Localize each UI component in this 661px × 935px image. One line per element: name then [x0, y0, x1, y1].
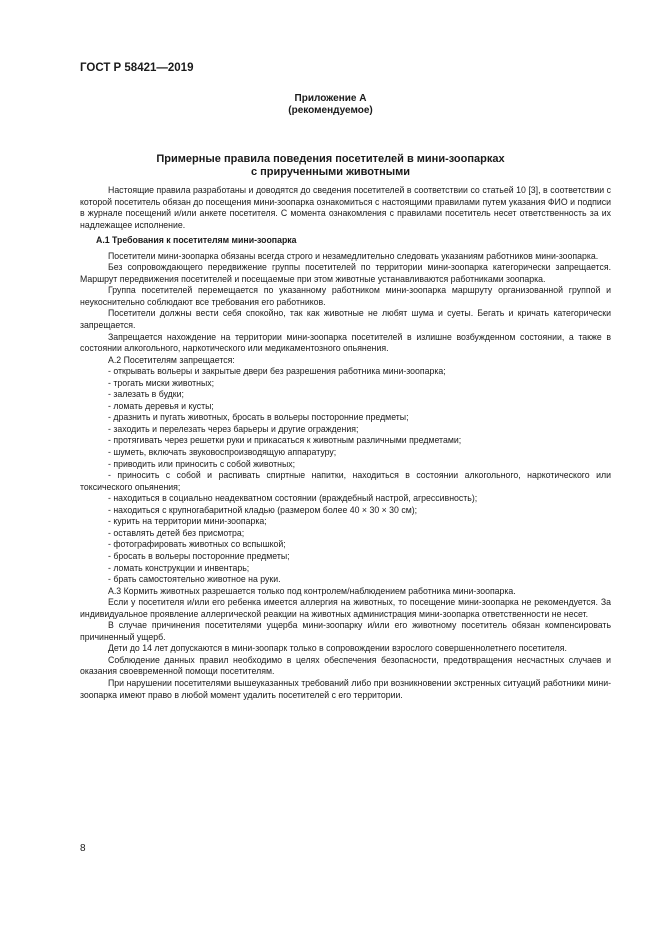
- title-line-2: с прирученными животными: [250, 165, 411, 178]
- paragraph: При нарушении посетителями вышеуказанных требований либо при возникновении экстренных ситуаций работники мини-зоопарка имеют право в любой момент удалить посетителей с его территории.: [80, 677, 611, 700]
- list-item: - брать самостоятельно животное на руки.: [108, 574, 281, 585]
- paragraph: Запрещается нахождение на территории мини-зоопарка посетителей в излишне возбужденном состоянии, а также в состоянии алкогольного, наркотического или медикаментозного опьянения.: [80, 331, 611, 354]
- list-item: - ломать конструкции и инвентарь;: [108, 562, 250, 573]
- page-number: 8: [80, 843, 86, 854]
- list-item: - заходить и перелезать через барьеры и другие ограждения;: [108, 423, 359, 434]
- paragraph: Посетители должны вести себя спокойно, так как животные не любят шума и суеты. Бегать и кричать категорически запрещается.: [80, 308, 611, 331]
- standard-header: ГОСТ Р 58421—2019: [80, 62, 194, 74]
- list-item: - протягивать через решетки руки и прикасаться к животным различными предметами;: [108, 435, 462, 446]
- document-body: [80, 185, 611, 701]
- list-item: - бросать в вольеры посторонние предметы;: [108, 550, 290, 561]
- paragraph: В случае причинения посетителями ущерба мини-зоопарку и/или его животному посетитель обязан компенсировать причиненный ущерб.: [80, 620, 611, 642]
- list-item: - дразнить и пугать животных, бросать в вольеры посторонние предметы;: [108, 412, 409, 423]
- list-item: - ломать деревья и кусты;: [108, 400, 214, 411]
- annex-subtitle: (рекомендуемое): [288, 105, 373, 116]
- list-item: - курить на территории мини-зоопарка;: [108, 516, 267, 527]
- annex-heading: [0, 93, 661, 117]
- list-item: - шуметь, включать звуковоспроизводящую аппаратуру;: [108, 447, 337, 458]
- annex-title: Приложение А: [294, 93, 367, 104]
- section-a1-heading: А.1 Требования к посетителям мини-зоопарка: [96, 235, 297, 246]
- list-item: - оставлять детей без присмотра;: [108, 527, 245, 538]
- section-a3-paragraph: А.3 Кормить животных разрешается только под контролем/наблюдением работника мини-зоопарка.: [108, 585, 516, 596]
- paragraph: Без сопровождающего передвижение группы посетителей по территории мини-зоопарка категорически запрещается. Маршрут передвижения посетителей и посещаемые при этом животные устанавливаются работниками зоопарка.: [80, 262, 611, 284]
- list-item: - приводить или приносить с собой животных;: [108, 458, 296, 469]
- paragraph: Если у посетителя и/или его ребенка имеется аллергия на животных, то посещение мини-зоопарка не рекомендуется. За индивидуальное проявление аллергической реакции на животных администрация мини-зоопарка ответственности не несет.: [80, 597, 611, 619]
- list-item: - находиться с крупногабаритной кладью (размером более 40 × 30 × 30 см);: [108, 504, 418, 515]
- paragraph: Дети до 14 лет допускаются в мини-зоопарк только в сопровождении взрослого совершеннолетнего посетителя.: [108, 643, 567, 654]
- intro-paragraph: Настоящие правила разработаны и доводятся до сведения посетителей в соответствии со статьей 10 [3], в соответствии с которой посетитель обязан до посещения мини-зоопарка ознакомиться с настоящими правилами путем указания ФИО и подписи в журнале посещений и/или анкете посетителя. С момента ознакомления с правилами посетитель несет ответственность за их надлежащее исполнение.: [80, 185, 611, 230]
- list-item: - открывать вольеры и закрытые двери без разрешения работника мини-зоопарка;: [108, 366, 446, 377]
- title-line-1: Примерные правила поведения посетителей в мини-зоопарках: [156, 153, 505, 165]
- list-item: - находиться в социально неадекватном состоянии (враждебный настрой, агрессивность);: [108, 493, 478, 504]
- document-title: [0, 153, 661, 178]
- paragraph: Группа посетителей перемещается по указанному работником мини-зоопарка маршруту организованной группой и неукоснительно соблюдают все требования его работников.: [80, 285, 611, 307]
- list-item: - фотографировать животных со вспышкой;: [108, 539, 286, 550]
- section-a2-heading: А.2 Посетителям запрещается:: [108, 354, 235, 365]
- paragraph: Посетители мини-зоопарка обязаны всегда строго и незамедлительно следовать указаниям работников мини-зоопарка.: [108, 250, 599, 261]
- paragraph: Соблюдение данных правил необходимо в целях обеспечения безопасности, предотвращения несчастных случаев и оказания своевременной помощи посетителям.: [80, 654, 611, 677]
- list-item: - залезать в будки;: [108, 389, 184, 400]
- list-item: - приносить с собой и распивать спиртные напитки, находиться в состоянии алкогольного, наркотического или токсического опьянения;: [80, 470, 611, 492]
- list-item: - трогать миски животных;: [108, 377, 215, 388]
